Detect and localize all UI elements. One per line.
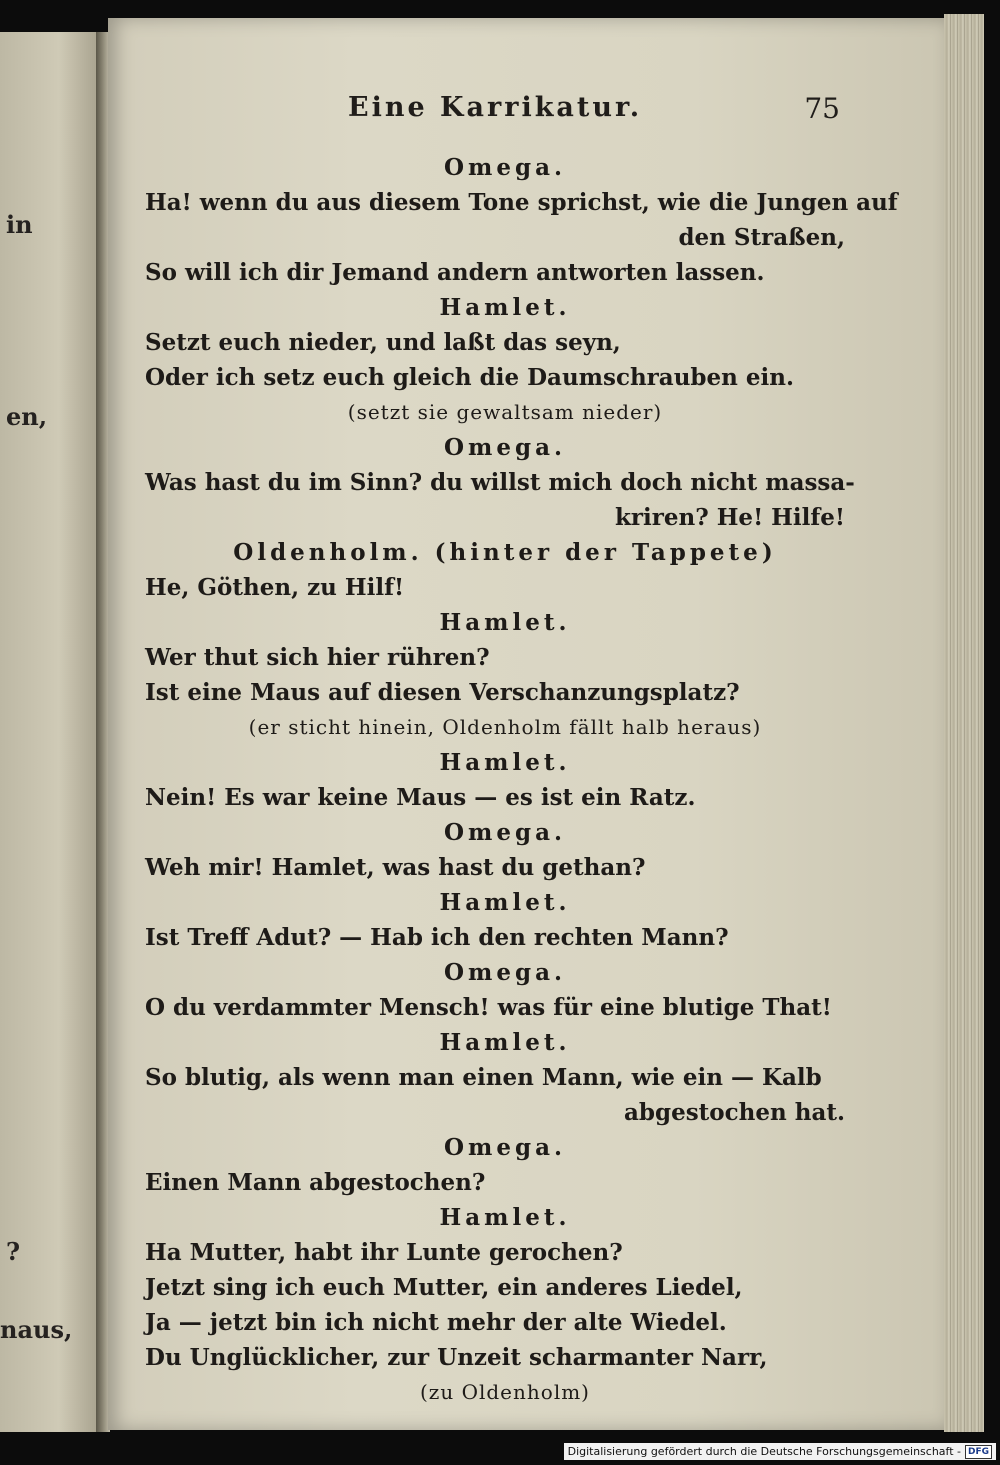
speaker-name: Hamlet.: [439, 889, 571, 916]
verse-line: Oder ich setz euch gleich die Daumschrauben ein.: [145, 364, 794, 391]
speaker-name: Omega.: [444, 959, 566, 986]
verse-line: Setzt euch nieder, und laßt das seyn,: [145, 329, 621, 356]
left-page-fragment: in: [6, 210, 33, 239]
footer-bar: [0, 1432, 1000, 1465]
speaker-name: Omega.: [444, 1134, 566, 1161]
speaker-name: Hamlet.: [439, 1204, 571, 1231]
left-page-edge: [0, 32, 98, 1432]
speaker-name: Oldenholm. (hinter der Tappete): [233, 539, 777, 566]
verse-line: Du Unglücklicher, zur Unzeit scharmanter Narr,: [145, 1344, 768, 1371]
funding-credit: [564, 1443, 996, 1460]
dfg-logo: DFG: [965, 1445, 992, 1459]
verse-line: Jetzt sing ich euch Mutter, ein anderes Liedel,: [145, 1274, 743, 1301]
speaker-name: Hamlet.: [439, 609, 571, 636]
verse-line: Nein! Es war keine Maus — es ist ein Ratz.: [145, 784, 696, 811]
verse-line: So will ich dir Jemand andern antworten lassen.: [145, 259, 765, 286]
verse-line: Ha Mutter, habt ihr Lunte gerochen?: [145, 1239, 623, 1266]
speaker-name: Hamlet.: [439, 294, 571, 321]
speaker-name: Omega.: [444, 154, 566, 181]
verse-line: Ja — jetzt bin ich nicht mehr der alte Wiedel.: [145, 1309, 727, 1336]
page-edge-stack: [944, 14, 984, 1436]
verse-line: den Straßen,: [678, 224, 845, 251]
left-page-fragment: en,: [6, 402, 48, 431]
left-page-fragment: naus,: [0, 1315, 73, 1344]
verse-line: Ist eine Maus auf diesen Verschanzungsplatz?: [145, 679, 740, 706]
stage-direction: (setzt sie gewaltsam nieder): [347, 400, 663, 424]
credit-text: Digitalisierung gefördert durch die Deutsche Forschungsgemeinschaft -: [567, 1445, 961, 1458]
speaker-name: Omega.: [444, 434, 566, 461]
running-head: [230, 92, 840, 132]
verse-line: abgestochen hat.: [624, 1099, 845, 1126]
speaker-name: Hamlet.: [439, 749, 571, 776]
verse-line: So blutig, als wenn man einen Mann, wie ein — Kalb: [145, 1064, 822, 1091]
verse-line: Ha! wenn du aus diesem Tone sprichst, wie die Jungen auf: [145, 189, 898, 216]
verse-line: Ist Treff Adut? — Hab ich den rechten Mann?: [145, 924, 729, 951]
verse-line: He, Göthen, zu Hilf!: [145, 574, 405, 601]
running-title: Eine Karrikatur.: [348, 92, 643, 123]
verse-line: Was hast du im Sinn? du willst mich doch nicht massa-: [145, 469, 855, 496]
verse-line: O du verdammter Mensch! was für eine blutige That!: [145, 994, 832, 1021]
stage-direction: (zu Oldenholm): [420, 1380, 590, 1404]
speaker-name: Omega.: [444, 819, 566, 846]
speaker-name: Hamlet.: [439, 1029, 571, 1056]
play-text: [145, 150, 898, 1410]
left-page-fragment: ?: [6, 1237, 21, 1266]
verse-line: Wer thut sich hier rühren?: [145, 644, 490, 671]
verse-line: kriren? He! Hilfe!: [614, 504, 845, 531]
page-number: 75: [804, 92, 840, 125]
verse-line: Einen Mann abgestochen?: [145, 1169, 486, 1196]
verse-line: Weh mir! Hamlet, was hast du gethan?: [145, 854, 646, 881]
stage-direction: (er sticht hinein, Oldenholm fällt halb heraus): [248, 715, 762, 739]
